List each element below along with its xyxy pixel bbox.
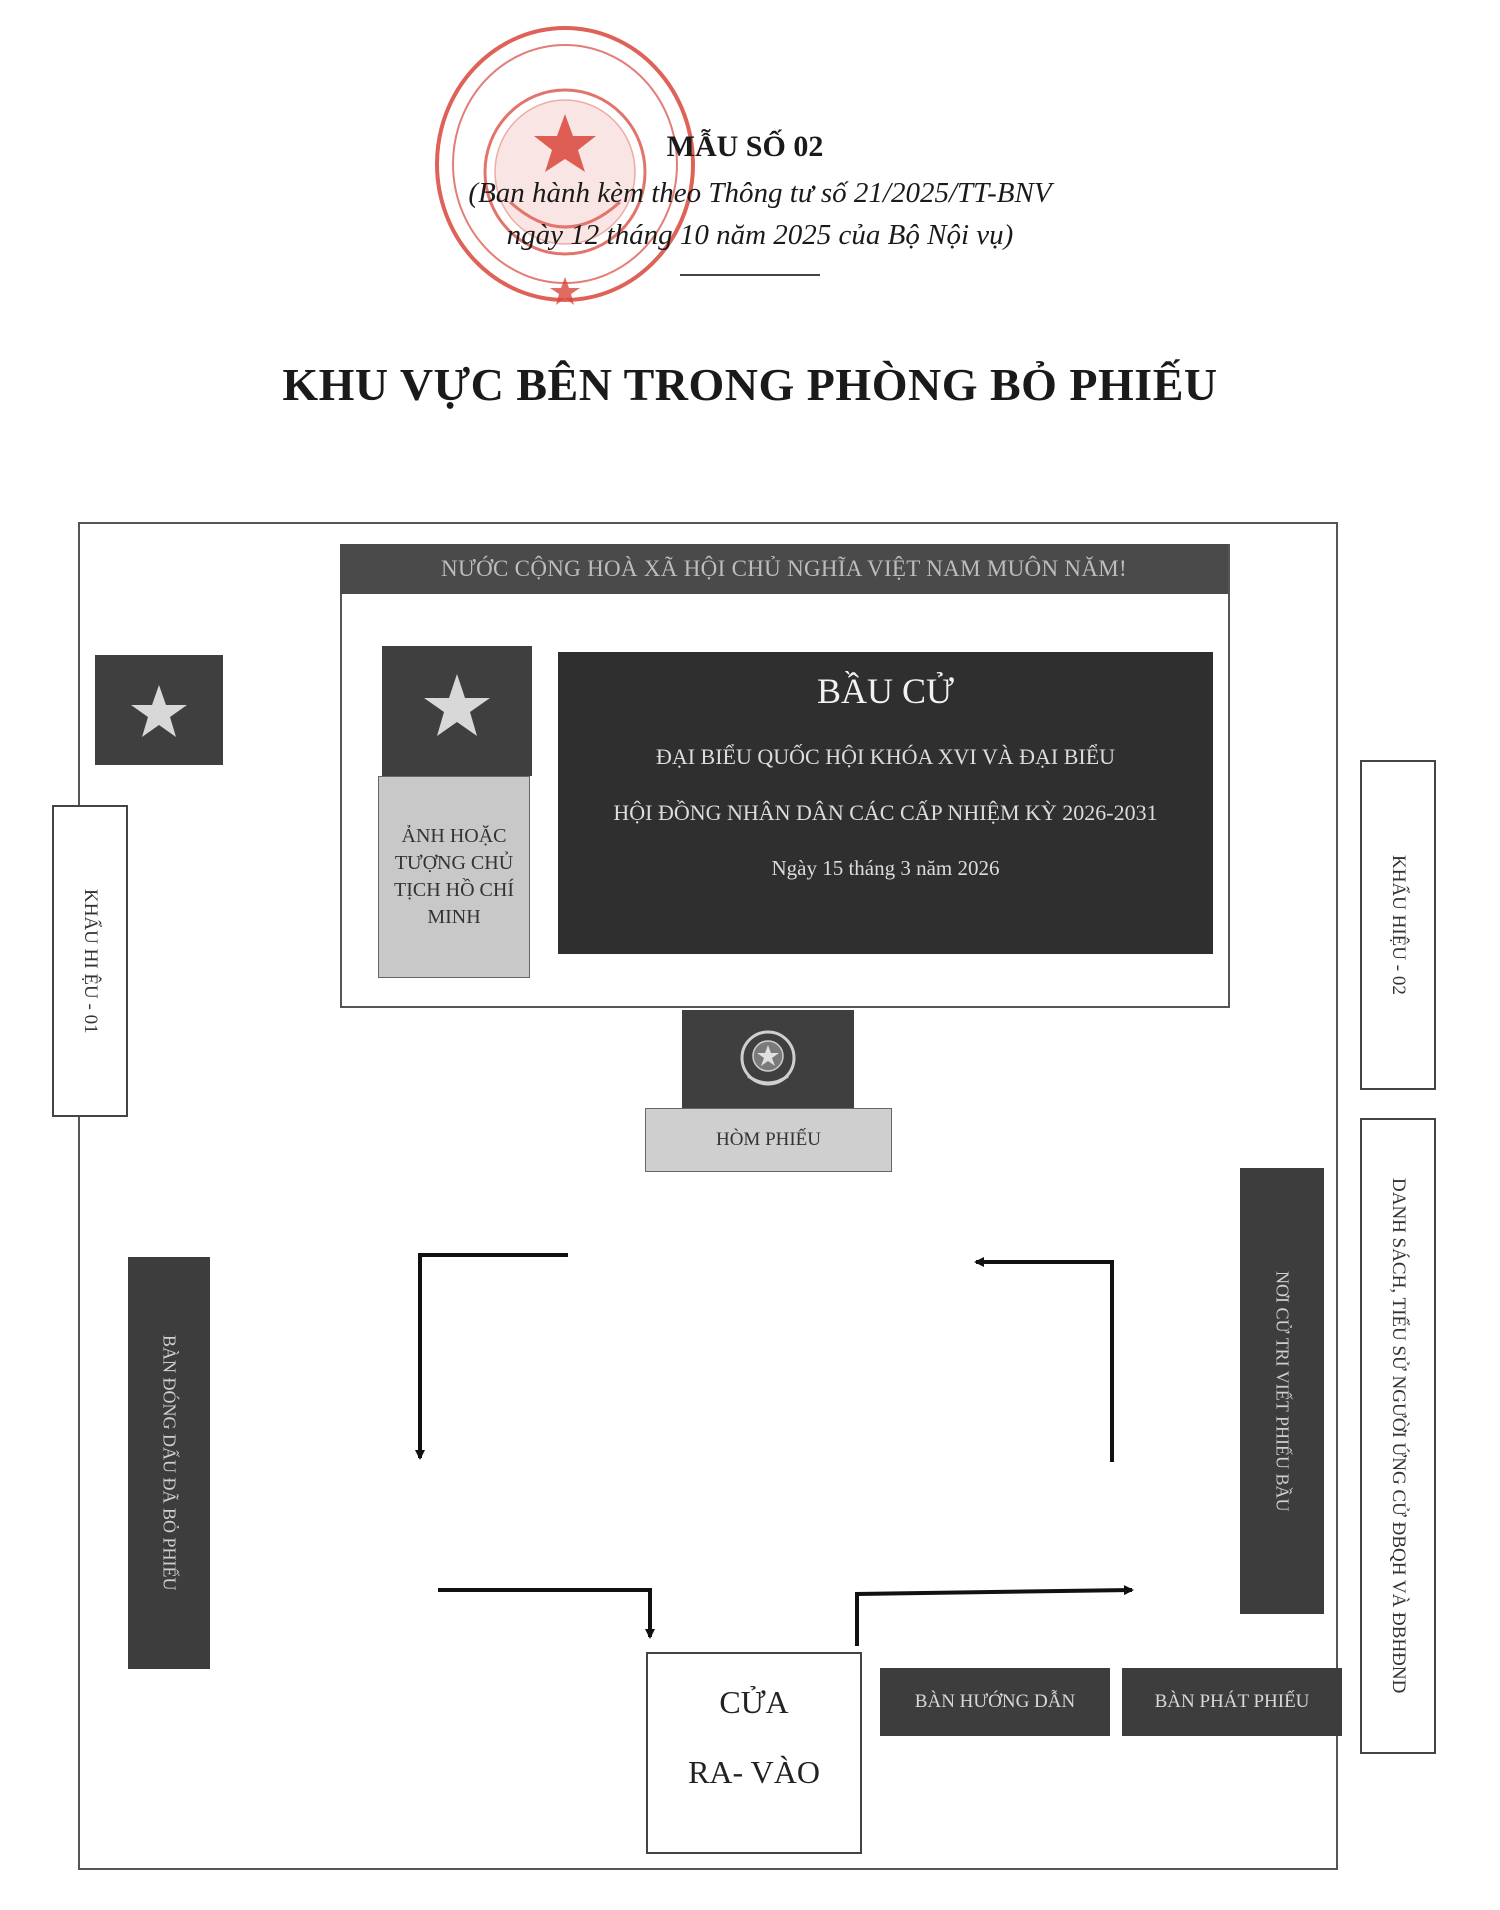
page-title: KHU VỰC BÊN TRONG PHÒNG BỎ PHIẾU [282, 359, 1218, 410]
stamp-table-label: BÀN ĐÓNG DẤU ĐÃ BỎ PHIẾU [159, 1335, 180, 1591]
board-title: BẦU CỬ [817, 671, 954, 711]
board-line-2: HỘI ĐỒNG NHÂN DÂN CÁC CẤP NHIỆM KỲ 2026-2031 [613, 800, 1158, 825]
form-number: MẪU SỐ 02 [666, 130, 824, 163]
issuance-line-1: (Ban hành kèm theo Thông tư số 21/2025/TT-BNV [468, 177, 1052, 209]
board-line-1: ĐẠI BIỂU QUỐC HỘI KHÓA XVI VÀ ĐẠI BIỂU [655, 744, 1116, 769]
arrow-right-up [976, 1262, 1112, 1462]
door-label-line-1: CỬA [719, 1684, 789, 1720]
ballot-issue-table: BÀN PHÁT PHIẾU [1122, 1668, 1342, 1736]
slogan-right-label: KHẨU HIỆU - 02 [1388, 855, 1409, 995]
arrow-to-door [438, 1590, 650, 1637]
guide-table: BÀN HƯỚNG DẪN [880, 1668, 1110, 1736]
slogan-left-label: KHẨU HI ỆU - 01 [80, 888, 101, 1034]
board-date: Ngày 15 tháng 3 năm 2026 [771, 856, 1000, 880]
banner-slogan: NƯỚC CỘNG HOÀ XÃ HỘI CHỦ NGHĨA VIỆT NAM MUÔN NĂM! [340, 544, 1228, 594]
issuance-line-2: ngày 12 tháng 10 năm 2025 của Bộ Nội vụ) [506, 219, 1014, 251]
arrow-left-down [420, 1255, 568, 1458]
arrow-from-door [857, 1590, 1132, 1646]
candidate-list-label: DANH SÁCH, TIỂU SỬ NGƯỜI ỨNG CỬ ĐBQH VÀ ĐBHĐND [1388, 1178, 1409, 1694]
portrait-label: ẢNH HOẶC TƯỢNG CHỦ TỊCH HỒ CHÍ MINH [378, 776, 530, 978]
writing-place-label: NƠI CỬ TRI VIẾT PHIẾU BẦU [1272, 1270, 1293, 1512]
ballot-box-label: HÒM PHIẾU [645, 1108, 892, 1172]
door-label-line-2: RA- VÀO [688, 1754, 820, 1790]
